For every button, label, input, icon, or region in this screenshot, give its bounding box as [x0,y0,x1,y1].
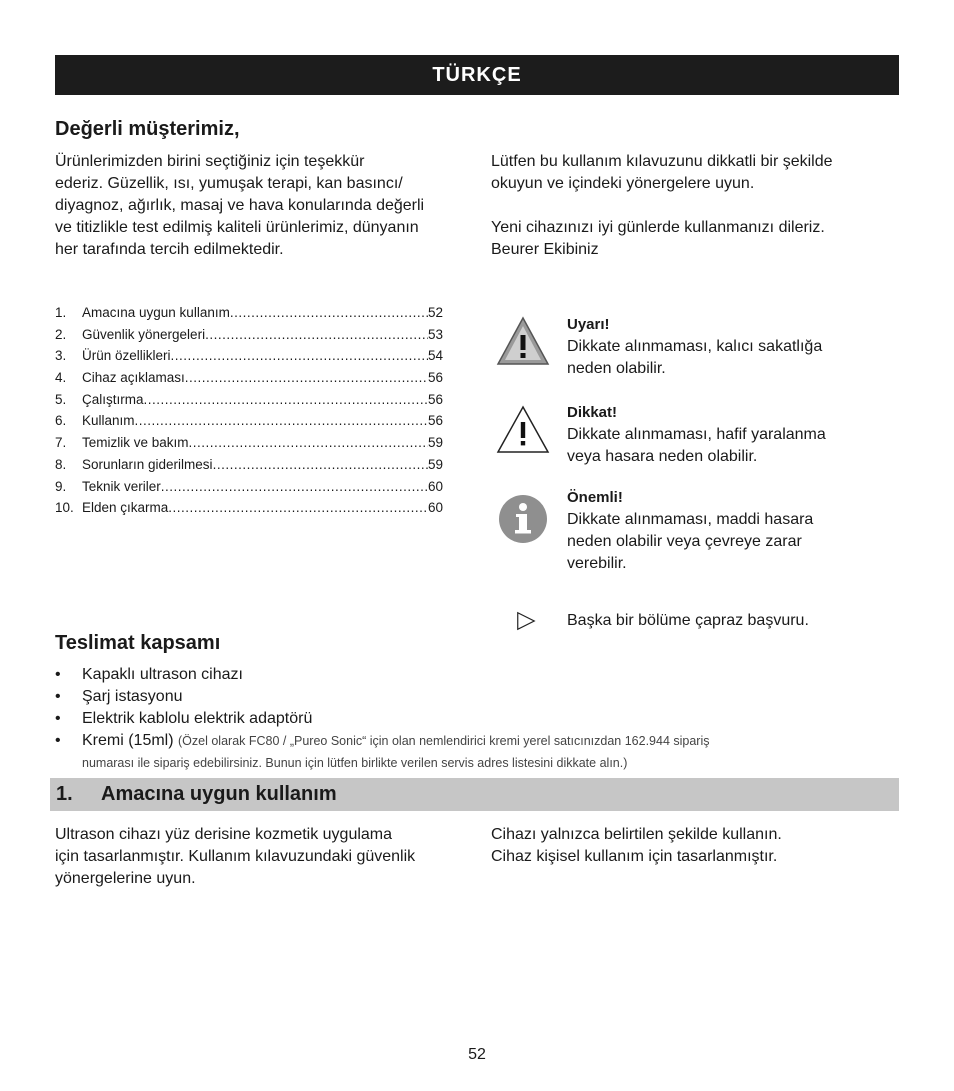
toc-entry[interactable] [55,497,443,519]
text-line: Dikkate alınmaması, maddi hasara [567,511,814,528]
symbol-caution-text [567,402,867,468]
toc-number: 6. [55,413,67,429]
text-line: için tasarlanmıştır. Kullanım kılavuzundaki güvenlik [55,848,416,865]
toc-page: 54 [427,348,443,364]
toc-number: 7. [55,435,67,451]
toc-entry[interactable] [55,454,443,476]
table-of-contents [55,302,443,519]
toc-page: 60 [427,478,443,494]
toc-title: Kullanım [82,413,135,429]
language-label: TÜRKÇE [432,63,522,86]
text-line: veya hasara neden olabilir. [567,448,758,465]
list-item [55,730,895,774]
symbol-warning-title: Uyarı! [567,316,610,333]
toc-entry[interactable] [55,367,443,389]
toc-title: Amacına uygun kullanım [82,305,230,320]
toc-title: Temizlik ve bakım [82,435,189,451]
toc-entry[interactable] [55,410,443,432]
text-line: Lütfen bu kullanım kılavuzunu dikkatli bir şekilde [491,153,833,170]
language-header-bar [55,55,899,95]
toc-page: 53 [427,326,443,342]
page-number: 52 [468,1046,486,1063]
toc-title: Güvenlik yönergeleri [82,326,206,342]
section-title: Amacına uygun kullanım [101,783,337,805]
toc-leader [144,389,428,411]
section-heading-bar [50,778,899,811]
toc-title: Elden çıkarma [82,500,169,516]
toc-title: Ürün özellikleri [82,348,171,364]
symbol-caution [495,402,895,472]
symbol-warning-text [567,314,867,380]
list-item-note: (Özel olarak FC80 / „Pureo Sonic“ için olan nemlendirici kremi yerel satıcınızdan 162.944 sipariş [178,734,710,748]
toc-leader [135,410,428,432]
list-item-label: Kremi (15ml) [82,732,174,749]
symbol-important-text [567,487,867,575]
toc-number: 2. [55,326,67,342]
toc-page: 56 [427,391,443,407]
toc-leader [205,324,428,346]
toc-leader [213,454,428,476]
warning-filled-triangle-icon [495,314,551,370]
text-line: okuyun ve içindeki yönergelere uyun. [491,175,755,192]
toc-page: 59 [427,456,443,472]
toc-entry[interactable] [55,476,443,498]
text-line: Yeni cihazınızı iyi günlerde kullanmanızı dileriz. [491,219,825,236]
toc-title: Sorunların giderilmesi [82,456,213,472]
toc-leader [171,345,428,367]
toc-page: 59 [427,435,443,451]
toc-entry[interactable] [55,302,443,324]
toc-number: 5. [55,391,67,407]
symbol-important [495,487,895,579]
symbol-crossref-text: Başka bir bölüme çapraz başvuru. [567,612,809,629]
delivery-heading: Teslimat kapsamı [55,632,221,654]
text-line: her tarafında tercih edilmektedir. [55,241,284,258]
text-line: Cihazı yalnızca belirtilen şekilde kullanın. [491,826,782,843]
list-item-note: numarası ile sipariş edebilirsiniz. Bunun için lütfen birlikte verilen servis adres listesini dikkate alın.) [82,756,628,770]
info-circle-icon [495,491,551,547]
toc-entry[interactable] [55,324,443,346]
toc-number: 3. [55,348,67,364]
delivery-list [55,664,895,774]
text-line: ve titizlikle test edilmiş kaliteli ürünlerimiz, dünyanın [55,219,419,236]
toc-leader [230,302,428,324]
list-item: • Kapaklı ultrason cihazı [55,664,895,686]
text-line: Dikkate alınmaması, hafif yaralanma [567,426,826,443]
toc-entry[interactable] [55,389,443,411]
toc-leader [168,497,428,519]
section-number: 1. [56,783,73,805]
signature-line: Beurer Ekibiniz [491,241,599,258]
cross-reference-arrow-icon [515,610,537,632]
toc-page: 56 [427,413,443,429]
symbol-caution-title: Dikkat! [567,404,618,421]
text-line: neden olabilir veya çevreye zarar [567,533,802,550]
greeting-heading: Değerli müşterimiz, [55,118,240,140]
symbol-crossref [495,610,895,636]
toc-number: 10. [55,500,74,516]
text-line: Ultrason cihazı yüz derisine kozmetik uygulama [55,826,393,843]
text-line: Ürünlerimizden birini seçtiğiniz için teşekkür [55,153,365,170]
text-line: neden olabilir. [567,360,666,377]
symbol-warning [495,314,895,384]
section1-right-paragraph [491,824,896,868]
symbol-important-title: Önemli! [567,489,623,506]
toc-entry[interactable] [55,345,443,367]
toc-page: 60 [427,500,443,516]
list-item: • Şarj istasyonu [55,686,895,708]
toc-page: 52 [427,305,443,320]
toc-leader [185,367,428,389]
intro-right-paragraph-2 [491,217,896,261]
toc-leader [189,432,428,454]
caution-outline-triangle-icon [495,402,551,458]
text-line: ederiz. Güzellik, ısı, yumuşak terapi, kan basıncı/ [55,175,403,192]
text-line: yönergelerine uyun. [55,870,196,887]
toc-title: Cihaz açıklaması [82,370,185,386]
text-line: verebilir. [567,555,627,572]
toc-number: 9. [55,478,67,494]
text-line: Cihaz kişisel kullanım için tasarlanmıştır. [491,848,778,865]
toc-number: 1. [55,305,67,320]
intro-right-paragraph-1 [491,151,896,195]
toc-page: 56 [427,370,443,386]
toc-leader [161,476,428,498]
list-item: • Elektrik kablolu elektrik adaptörü [55,708,895,730]
section1-left-paragraph [55,824,470,890]
text-line: diyagnoz, ağırlık, masaj ve hava konularında değerli [55,197,425,214]
text-line: Dikkate alınmaması, kalıcı sakatlığa [567,338,823,355]
toc-title: Teknik veriler [82,478,161,494]
toc-entry[interactable] [55,432,443,454]
intro-left-paragraph [55,151,470,261]
toc-number: 8. [55,456,67,472]
toc-number: 4. [55,370,67,386]
toc-title: Çalıştırma [82,391,144,407]
